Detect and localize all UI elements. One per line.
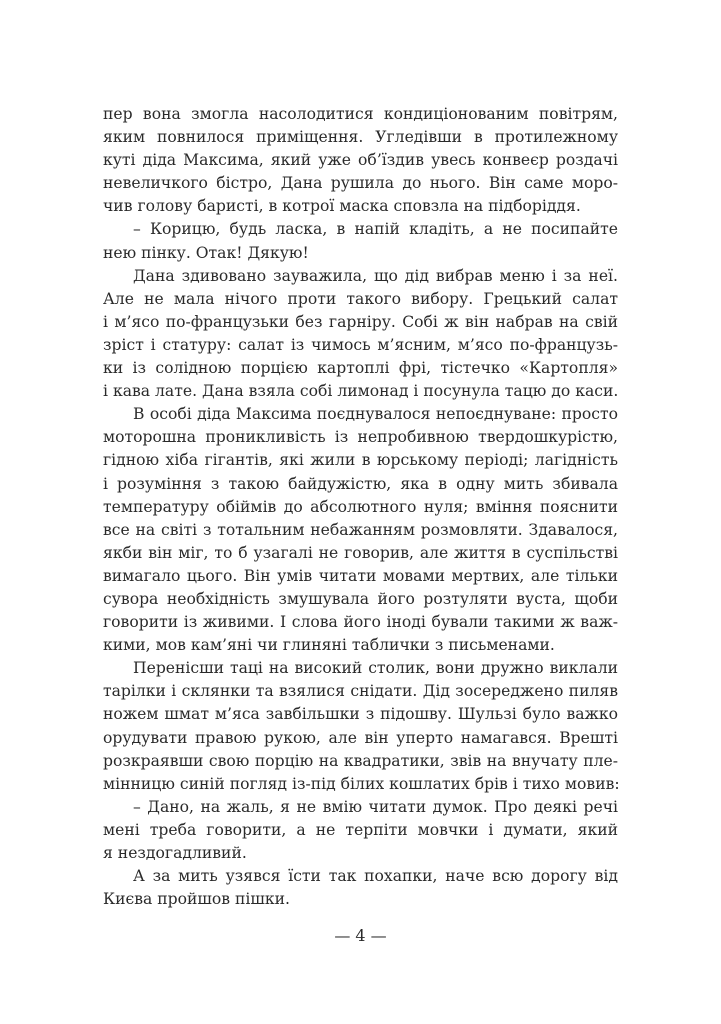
text-line: ки із солідною порцією картоплі фрі, тістечко «Картопля» xyxy=(103,359,618,378)
paragraph xyxy=(103,657,618,796)
text-line: Дана здивовано зауважила, що дід вибрав меню і за неї. xyxy=(133,266,618,285)
text-line: яким повнилося приміщення. Угледівши в протилежному xyxy=(103,128,618,147)
paragraph xyxy=(103,865,618,911)
page-body-text xyxy=(103,103,618,911)
paragraph xyxy=(103,796,618,865)
text-line: розкраявши свою порцію на квадратики, звів на внучату пле- xyxy=(103,751,618,770)
text-line: я нездогадливий. xyxy=(103,844,247,862)
text-line: мінницю синій погляд із-під білих кошлатих брів і тихо мовив: xyxy=(103,774,620,793)
text-line: температуру обіймів до абсолютного нуля; вміння пояснити xyxy=(103,497,618,516)
text-line: кими, мов кам’яні чи глиняні таблички з письменами. xyxy=(103,636,555,655)
text-line: моторошна проникливість із непробивною твердошкурістю, xyxy=(103,428,618,447)
text-line: А за мить узявся їсти так похапки, наче всю дорогу від xyxy=(133,867,618,886)
paragraph xyxy=(103,265,618,404)
text-line: зріст і статуру: салат із чимось м’ясним, м’ясо по-французь- xyxy=(103,335,618,354)
text-line: тарілки і склянки та взялися снідати. Дід зосереджено пиляв xyxy=(103,682,618,701)
paragraph xyxy=(103,103,618,218)
text-line: чив голову баристі, в котрої маска сповзла на підборіддя. xyxy=(103,197,581,216)
text-line: вимагало цього. Він умів читати мовами мертвих, але тільки xyxy=(103,566,618,585)
text-line: все на світі з тотальним небажанням розмовляти. Здавалося, xyxy=(103,520,618,539)
text-line: сувора необхідність змушувала його розтуляти вуста, щоби xyxy=(103,589,618,608)
text-line: куті діда Максима, який уже об’їздив увесь конвеєр роздачі xyxy=(103,151,618,170)
text-line: – Корицю, будь ласка, в напій кладіть, а не посипайте xyxy=(133,220,618,239)
paragraph xyxy=(103,218,618,264)
text-line: і розуміння з такою байдужістю, яка в одну мить збивала xyxy=(103,474,618,493)
text-line: – Дано, на жаль, я не вмію читати думок. Про деякі речі xyxy=(133,797,618,816)
text-line: якби він міг, то б узагалі не говорив, але життя в суспільстві xyxy=(103,543,618,562)
text-line: Києва пройшов пішки. xyxy=(103,890,290,909)
text-line: гідною хіба гігантів, які жили в юрському періоді; лагідність xyxy=(103,451,618,470)
page-number: — 4 — xyxy=(334,926,387,945)
text-line: і кава лате. Дана взяла собі лимонад і посунула тацю до каси. xyxy=(103,382,619,401)
text-line: Перенісши таці на високий столик, вони дружно виклали xyxy=(133,659,618,678)
text-line: невеличкого бістро, Дана рушила до нього. Він саме моро- xyxy=(103,174,618,193)
text-line: і м’ясо по-французьки без гарніру. Собі ж він набрав на свій xyxy=(103,312,618,331)
text-line: ножем шмат м’яса завбільшки з підошву. Шульзі було важко xyxy=(103,705,618,724)
text-line: говорити із живими. І слова його іноді бували такими ж важ- xyxy=(103,613,618,632)
text-line: орудувати правою рукою, але він уперто намагався. Врешті xyxy=(103,728,618,747)
text-line: мені треба говорити, а не терпіти мовчки і думати, який xyxy=(103,820,618,839)
paragraph xyxy=(103,403,618,657)
text-line: нею пінку. Отак! Дякую! xyxy=(103,243,309,262)
text-line: Але не мала нічого проти такого вибору. Грецький салат xyxy=(103,289,618,308)
text-line: пер вона змогла насолодитися кондиціонованим повітрям, xyxy=(103,105,618,123)
text-line: В особі діда Максима поєднувалося непоєднуване: просто xyxy=(133,405,618,424)
